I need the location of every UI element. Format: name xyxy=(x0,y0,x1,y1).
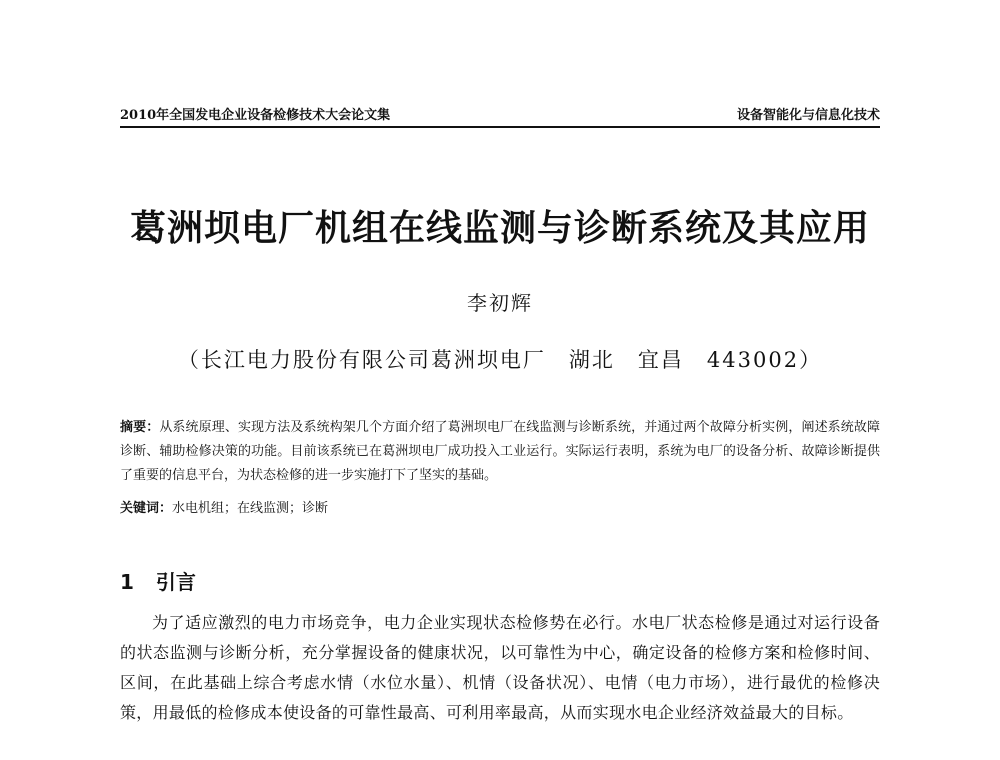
keywords-text: 水电机组；在线监测；诊断 xyxy=(172,501,329,516)
paper-title: 葛洲坝电厂机组在线监测与诊断系统及其应用 xyxy=(129,208,870,249)
section-number: 1 xyxy=(120,570,134,594)
keywords xyxy=(120,497,880,521)
abstract xyxy=(120,416,880,488)
section-heading xyxy=(120,566,196,595)
section-title: 引言 xyxy=(155,570,196,594)
author-affiliation: （长江电力股份有限公司葛洲坝电厂 湖北 宜昌 443002） xyxy=(177,348,823,372)
abstract-label: 摘要： xyxy=(120,420,160,435)
keywords-label: 关键词： xyxy=(120,501,173,516)
abstract-text: 从系统原理、实现方法及系统构架几个方面介绍了葛洲坝电厂在线监测与诊断系统，并通过两个故障分析实例，阐述系统故障诊断、辅助检修决策的功能。目前该系统已在葛洲坝电厂成功投入工业运行。实际运行表明，系统为电厂的设备分析、故障诊断提供了重要的信息平台，为状态检修的进一步实施打下了坚实的基础。 xyxy=(120,420,880,483)
header-section-name: 设备智能化与信息化技术 xyxy=(736,108,880,123)
header-proceedings-title: 2010年全国发电企业设备检修技术大会论文集 xyxy=(120,108,391,123)
running-header xyxy=(120,104,880,128)
author-name: 李初辉 xyxy=(467,291,533,315)
body-paragraph: 为了适应激烈的电力市场竞争，电力企业实现状态检修势在必行。水电厂状态检修是通过对运行设备的状态监测与诊断分析，充分掌握设备的健康状况，以可靠性为中心，确定设备的检修方案和检修时间、区间，在此基础上综合考虑水情（水位水量）、机情（设备状况）、电情（电力市场），进行最优的检修决策，用最低的检修成本使设备的可靠性最高、可利用率最高，从而实现水电企业经济效益最大的目标。 xyxy=(120,613,880,722)
